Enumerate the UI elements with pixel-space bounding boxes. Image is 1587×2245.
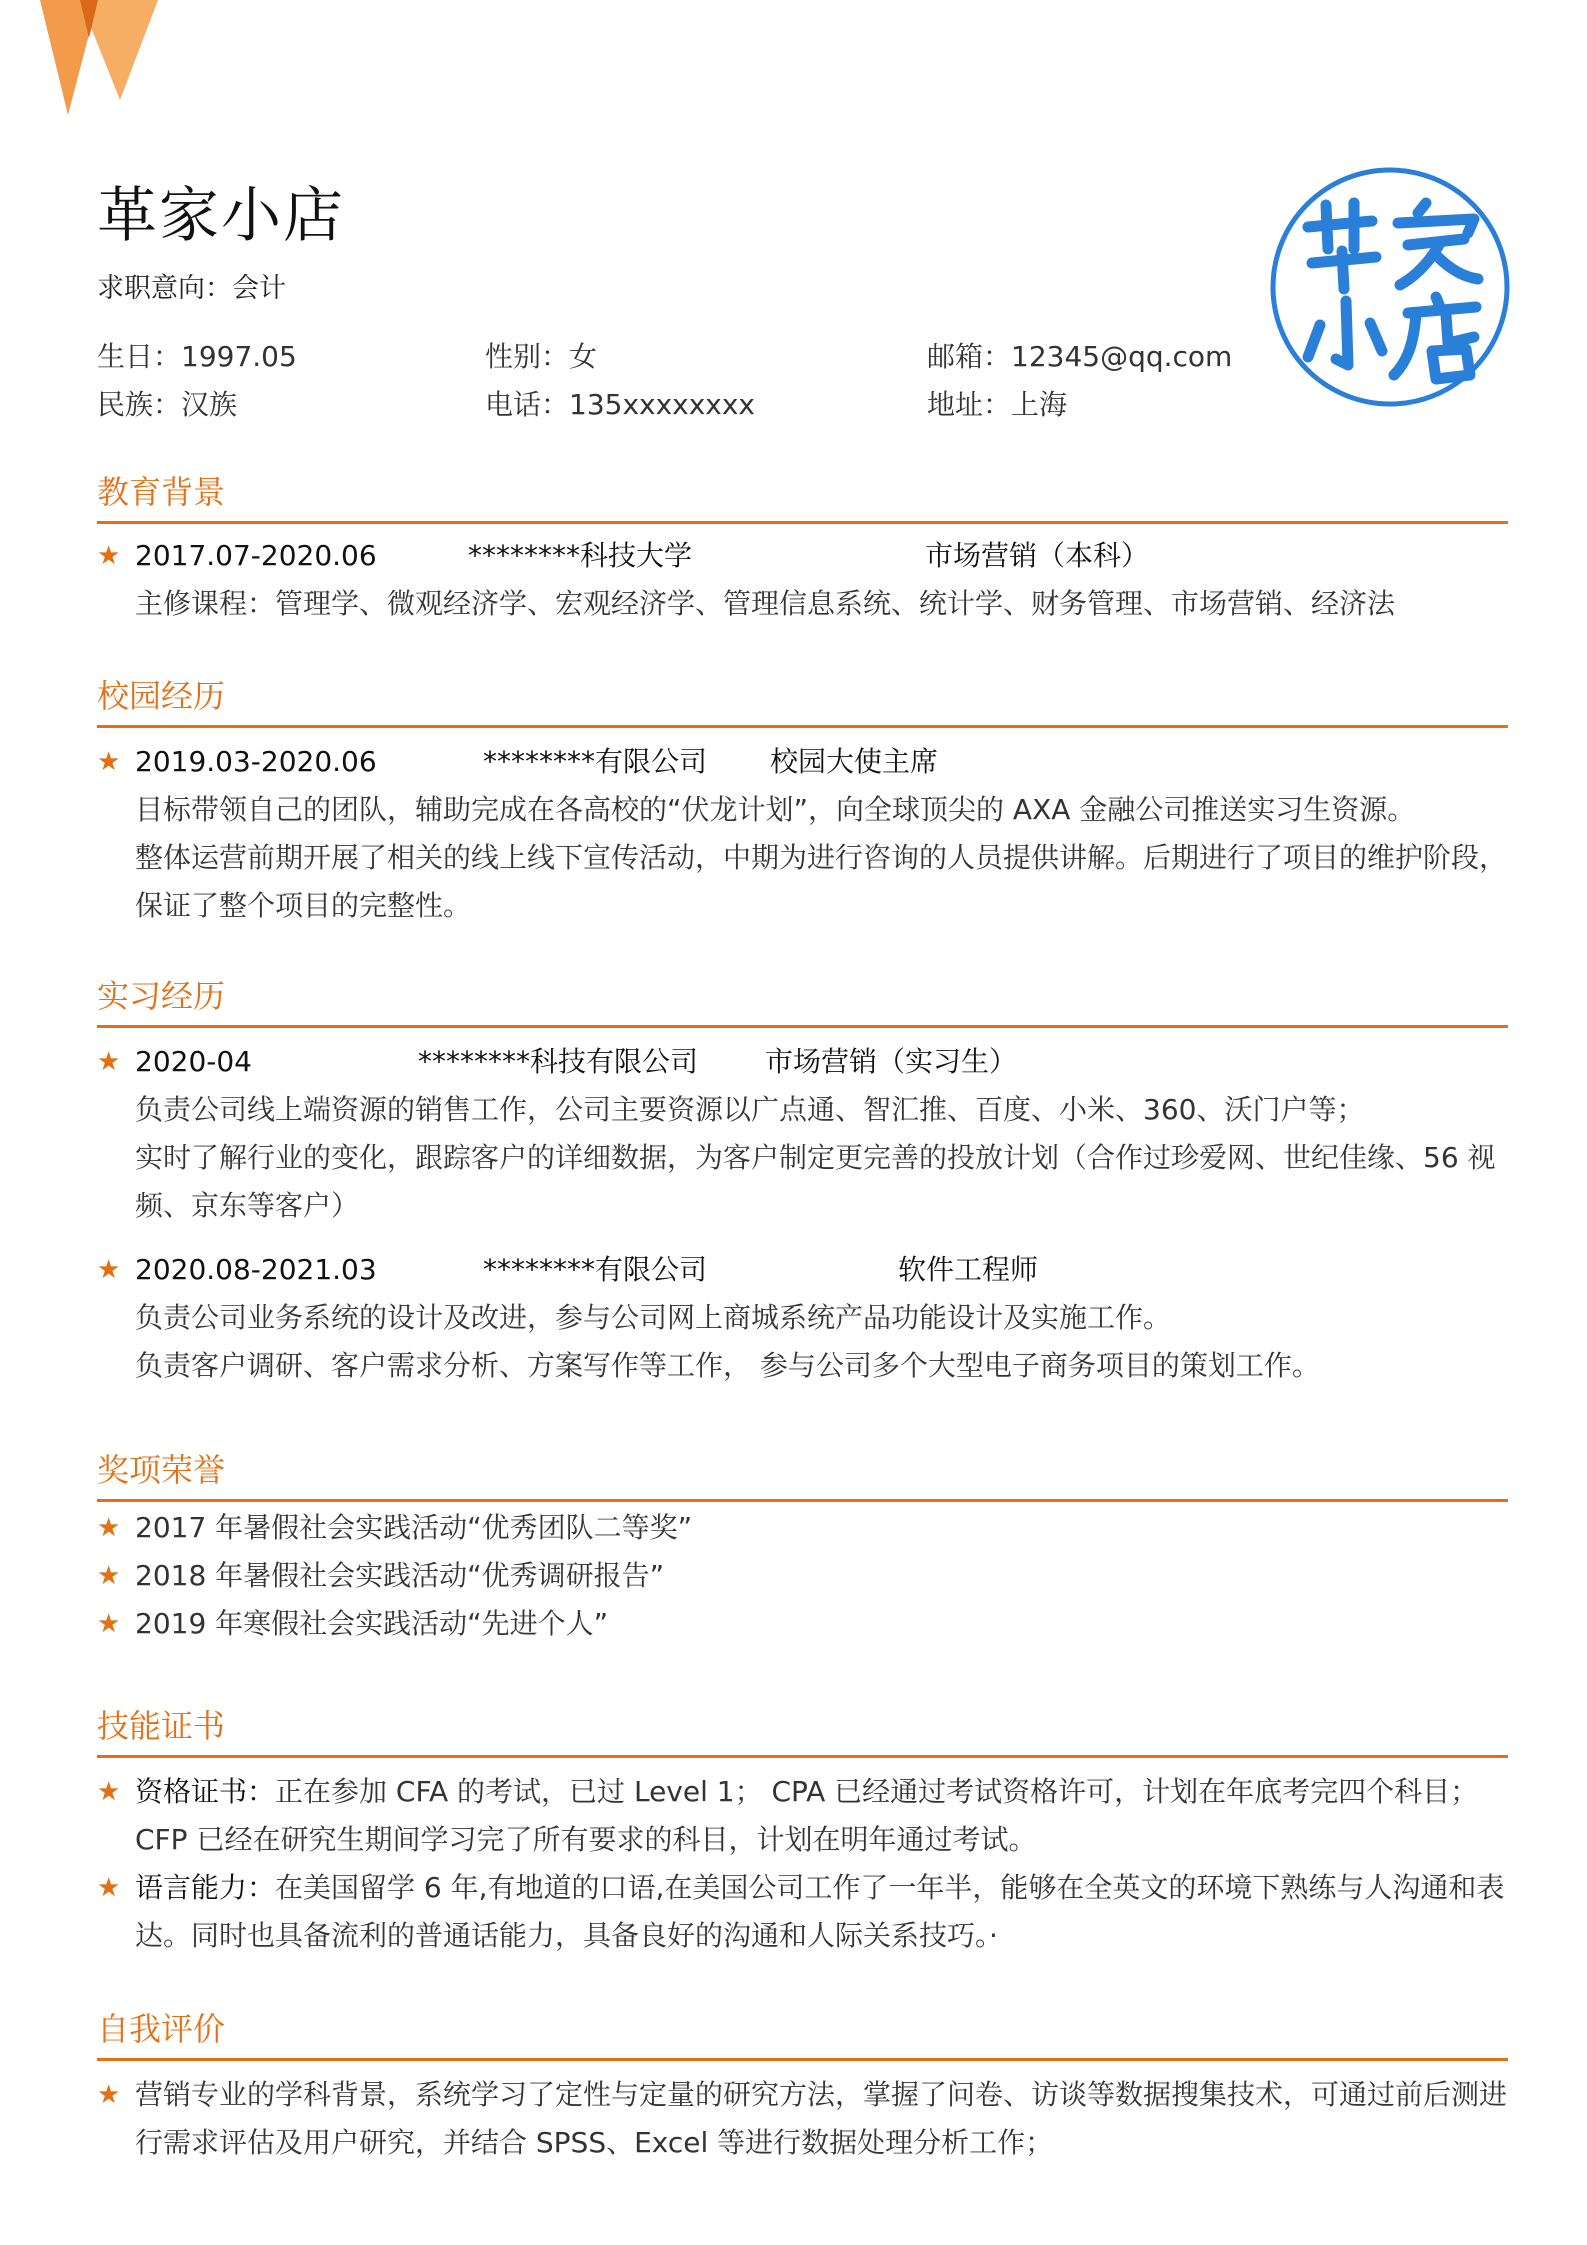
star-bullet-icon: ★	[97, 1873, 121, 1903]
internship-role: 市场营销（实习生）	[765, 1045, 1018, 1078]
award-text: 2019 年寒假社会实践活动“先进个人”	[135, 1607, 609, 1640]
internship-item	[97, 1038, 1508, 1230]
education-head	[135, 532, 1508, 580]
internship-date: 2020.08-2021.03	[135, 1253, 377, 1286]
internship-head	[135, 1246, 1508, 1294]
skill-text	[135, 1864, 1508, 1960]
star-bullet-icon: ★	[97, 1561, 121, 1591]
internship-org: ********有限公司	[483, 1253, 708, 1286]
star-bullet-icon: ★	[97, 1777, 121, 1807]
internship-line: 负责客户调研、客户需求分析、方案写作等工作， 参与公司多个大型电子商务项目的策划工作。	[135, 1349, 1320, 1382]
star-bullet-icon: ★	[97, 2080, 121, 2110]
campus-date: 2019.03-2020.06	[135, 745, 377, 778]
section-divider	[97, 1755, 1508, 1758]
internship-section	[97, 970, 1508, 1390]
section-title-awards: 奖项荣誉	[97, 1451, 226, 1489]
star-bullet-icon: ★	[97, 1255, 121, 1285]
education-major: 市场营销（本科）	[925, 539, 1150, 572]
campus-section	[97, 670, 1508, 930]
education-courses: 主修课程：管理学、微观经济学、宏观经济学、管理信息系统、统计学、财务管理、市场营销、经济法	[135, 587, 1396, 620]
campus-org: ********有限公司	[483, 745, 708, 778]
internship-line: 实时了解行业的变化，跟踪客户的详细数据，为客户制定更完善的投放计划（合作过珍爱网、世纪佳缘、56 视频、京东等客户）	[135, 1141, 1496, 1222]
internship-line: 负责公司线上端资源的销售工作，公司主要资源以广点通、智汇推、百度、小米、360、沃门户等；	[135, 1093, 1365, 1126]
award-text: 2017 年暑假社会实践活动“优秀团队二等奖”	[135, 1511, 693, 1544]
info-email: 邮箱：12345@qq.com	[927, 340, 1233, 373]
self-eval-section	[97, 2003, 1508, 2167]
candidate-name: 革家小店	[97, 181, 345, 251]
section-divider	[97, 1025, 1508, 1028]
campus-role: 校园大使主席	[770, 745, 939, 778]
education-section	[97, 466, 1508, 628]
seal-stamp-image	[1268, 165, 1513, 410]
section-divider	[97, 2058, 1508, 2061]
campus-line: 目标带领自己的团队，辅助完成在各高校的“伏龙计划”，向全球顶尖的 AXA 金融公司推送实习生资源。	[135, 793, 1416, 826]
info-birthday: 生日：1997.05	[97, 340, 297, 373]
star-bullet-icon: ★	[97, 747, 121, 777]
section-divider	[97, 521, 1508, 524]
star-bullet-icon: ★	[97, 1609, 121, 1639]
info-ethnicity: 民族：汉族	[97, 388, 238, 421]
internship-org: ********科技有限公司	[418, 1045, 699, 1078]
campus-item	[97, 738, 1508, 930]
award-text: 2018 年暑假社会实践活动“优秀调研报告”	[135, 1559, 665, 1592]
awards-section	[97, 1444, 1508, 1648]
skill-desc: 正在参加 CFA 的考试，已过 Level 1； CPA 已经通过考试资格许可，计划在年底考完四个科目； CFP 已经在研究生期间学习完了所有要求的科目，计划在明年通过考试。	[135, 1775, 1479, 1856]
education-item	[97, 532, 1508, 628]
internship-line: 负责公司业务系统的设计及改进，参与公司网上商城系统产品功能设计及实施工作。	[135, 1301, 1172, 1334]
internship-role: 软件工程师	[898, 1253, 1039, 1286]
internship-item	[97, 1246, 1508, 1390]
info-gender: 性别：女	[485, 340, 598, 373]
skill-label: 语言能力：	[135, 1871, 276, 1904]
section-divider	[97, 725, 1508, 728]
star-bullet-icon: ★	[97, 1513, 121, 1543]
star-bullet-icon: ★	[97, 541, 121, 571]
corner-logo-icon	[40, 0, 160, 120]
section-title-education: 教育背景	[97, 473, 226, 511]
section-title-campus: 校园经历	[97, 677, 226, 715]
internship-date: 2020-04	[135, 1045, 252, 1078]
award-item	[97, 1600, 1508, 1648]
award-item	[97, 1552, 1508, 1600]
info-address: 地址：上海	[927, 388, 1068, 421]
self-eval-item	[97, 2071, 1508, 2167]
education-school: ********科技大学	[468, 539, 693, 572]
section-title-self-eval: 自我评价	[97, 2010, 226, 2048]
info-phone: 电话：135xxxxxxxx	[485, 388, 756, 421]
skill-item	[97, 1768, 1508, 1864]
skill-text	[135, 1768, 1508, 1864]
campus-head	[135, 738, 1508, 786]
award-item	[97, 1504, 1508, 1552]
skill-item	[97, 1864, 1508, 1960]
skill-label: 资格证书：	[135, 1775, 276, 1808]
skills-section	[97, 1700, 1508, 1960]
campus-line: 整体运营前期开展了相关的线上线下宣传活动，中期为进行咨询的人员提供讲解。后期进行了项目的维护阶段，保证了整个项目的完整性。	[135, 841, 1508, 922]
section-divider	[97, 1499, 1508, 1502]
internship-head	[135, 1038, 1508, 1086]
self-eval-text: 营销专业的学科背景，系统学习了定性与定量的研究方法，掌握了问卷、访谈等数据搜集技术，可通过前后测进行需求评估及用户研究，并结合 SPSS、Excel 等进行数据处理分析工作；	[135, 2078, 1508, 2159]
star-bullet-icon: ★	[97, 1047, 121, 1077]
skill-desc: 在美国留学 6 年,有地道的口语,在美国公司工作了一年半，能够在全英文的环境下熟练与人沟通和表达。同时也具备流利的普通话能力，具备良好的沟通和人际关系技巧。·	[135, 1871, 1505, 1952]
education-date: 2017.07-2020.06	[135, 539, 377, 572]
section-title-skills: 技能证书	[97, 1707, 226, 1745]
job-intent: 求职意向：会计	[97, 273, 286, 304]
section-title-internship: 实习经历	[97, 977, 226, 1015]
